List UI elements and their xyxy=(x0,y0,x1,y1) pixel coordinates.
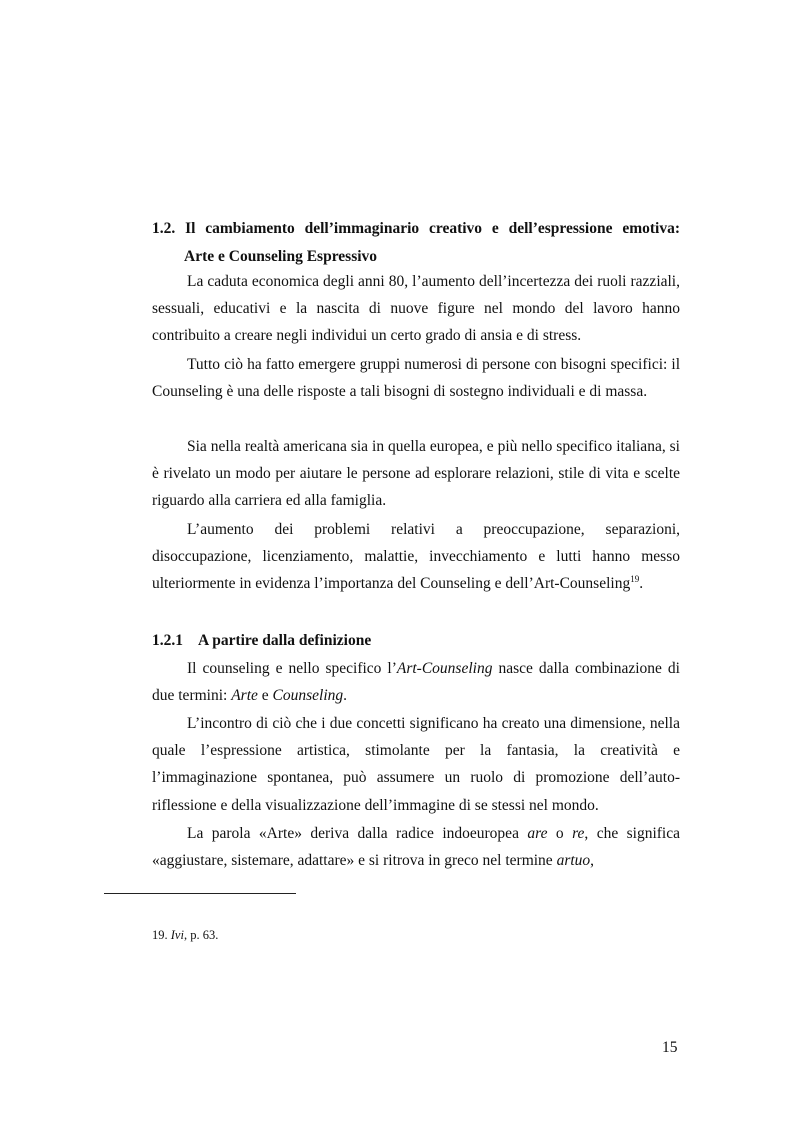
paragraph-4-end: . xyxy=(639,575,644,593)
paragraph-2: Tutto ciò ha fatto emergere gruppi numerosi di persone con bisogni specifici: il Counseling è una delle risposte a tali bisogni di sostegno individuali e di massa. xyxy=(152,356,680,401)
re-term: re xyxy=(572,825,585,842)
footnote-number: 19. xyxy=(152,928,171,942)
subsection-heading xyxy=(152,628,371,654)
paragraph-4 xyxy=(152,516,680,598)
sub-paragraph-1-b: nasce dalla combinazione di due termini: xyxy=(152,660,680,705)
sub-paragraph-3-a: La parola «Arte» deriva dalla radice indoeuropea xyxy=(187,825,528,842)
sub-paragraph-3-b: o xyxy=(547,825,573,842)
paragraph-1: La caduta economica degli anni 80, l’aumento dell’incertezza dei ruoli razziali, sessuali, educativi e la nascita di nuove figure nel mondo del lavoro hanno contribuito a creare negli individui un certo grado di ansia e di stress. xyxy=(152,273,680,345)
art-counseling-term: Art-Counseling xyxy=(396,660,493,677)
section-heading: 1.2. Il cambiamento dell’immaginario creativo e dell’espressione emotiva: xyxy=(152,220,680,237)
paragraph-3: Sia nella realtà americana sia in quella europea, e più nello specifico italiana, si è rivelato un modo per aiutare le persone ad esplorare relazioni, stile di vita e scelte riguardo alla carriera ed alla famiglia. xyxy=(152,438,680,510)
sub-paragraph-3 xyxy=(152,820,680,874)
section-heading-continuation: Arte e Counseling Espressivo xyxy=(184,248,378,265)
sub-paragraph-1 xyxy=(152,655,680,709)
footnote-source: Ivi xyxy=(170,928,184,942)
footnote-reference: 19 xyxy=(630,574,640,585)
subsection-number: 1.2.1 xyxy=(152,632,183,649)
paragraph-4-text: L’aumento dei problemi relativi a preoccupazione, separazioni, disoccupazione, licenziamento, malattie, invecchiamento e lutti hanno messo ulteriormente in evidenza l’importanza del Counseling e dell’Art-Counseling xyxy=(152,521,680,593)
counseling-term: Counseling xyxy=(272,687,344,705)
sub-paragraph-3-c: , che significa «aggiustare, sistemare, adattare» e si ritrova in greco nel termine xyxy=(152,825,681,870)
sub-paragraph-1-a: Il counseling e nello specifico l’ xyxy=(187,660,397,677)
sub-paragraph-1-d: . xyxy=(343,687,348,705)
sub-paragraph-3-d: , xyxy=(590,852,595,870)
arte-term: Arte xyxy=(231,687,258,705)
footnote-rest: , p. 63. xyxy=(183,928,219,942)
are-term: are xyxy=(527,825,548,842)
subsection-title: A partire dalla definizione xyxy=(198,632,372,649)
footnote-divider xyxy=(104,893,296,894)
sub-paragraph-1-c: e xyxy=(257,687,273,705)
artuo-term: artuo xyxy=(556,852,591,870)
page-number: 15 xyxy=(662,1039,678,1056)
sub-paragraph-2: L’incontro di ciò che i due concetti significano ha creato una dimensione, nella quale l’espressione artistica, stimolante per la fantasia, la creatività e l’immaginazione spontanea, può assumere un ruolo di promozione dell’auto-riflessione e della visualizzazione dell’immagine di se stessi nel mondo. xyxy=(152,715,680,814)
footnote xyxy=(152,926,218,944)
